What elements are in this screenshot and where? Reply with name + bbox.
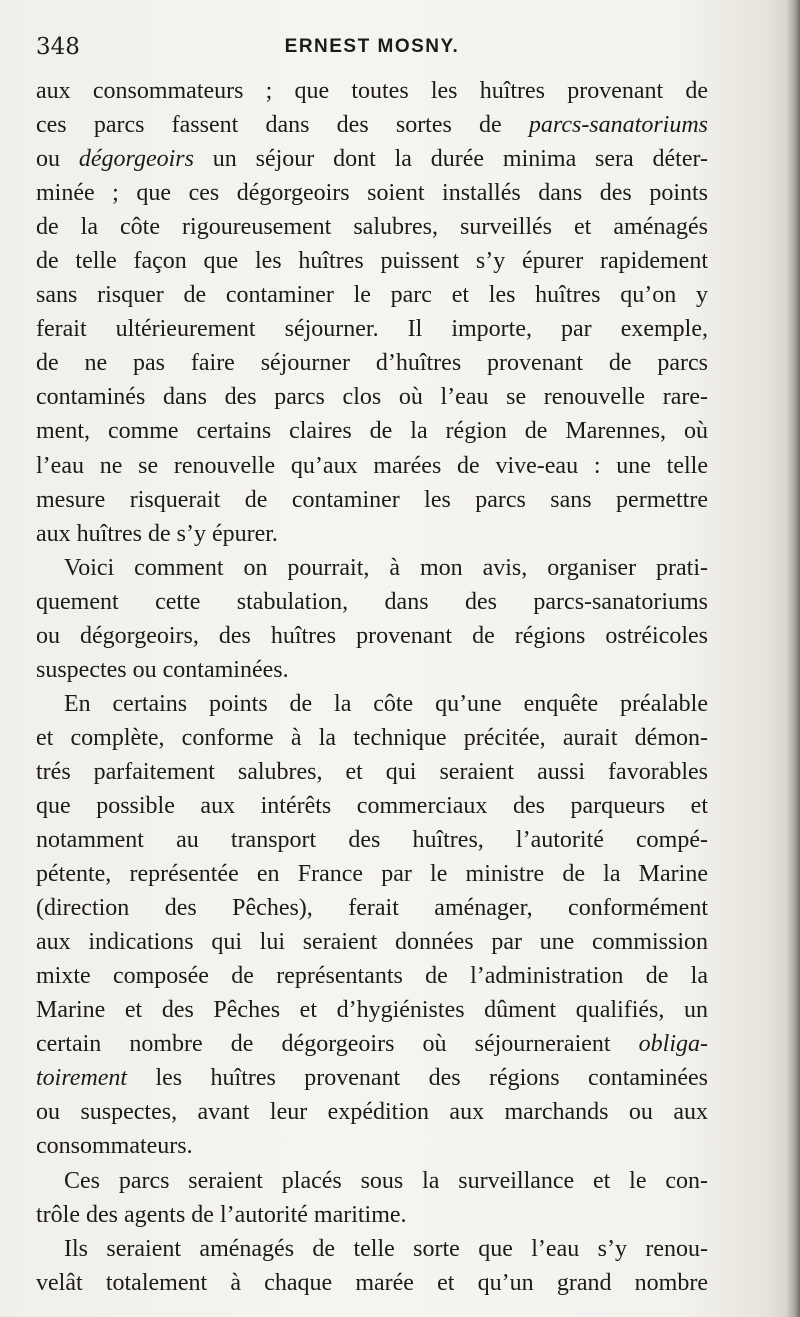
text-line: mesure risquerait de contaminer les parcs sans permettre xyxy=(36,486,708,513)
text-run: certain nombre de dégorgeoirs où séjourneraient xyxy=(36,1031,639,1058)
text-line: pétente, représentée en France par le ministre de la Marine xyxy=(36,861,708,888)
text-line: Marine et des Pêches et d’hygiénistes dûment qualifiés, un xyxy=(36,997,708,1024)
text-line: Voici comment on pourrait, à mon avis, organiser prati- xyxy=(64,554,708,581)
text-line xyxy=(36,1027,708,1061)
text-line: En certains points de la côte qu’une enquête préalable xyxy=(64,690,708,717)
text-line: quement cette stabulation, dans des parcs-sanatoriums xyxy=(36,588,708,615)
text-line: trés parfaitement salubres, et qui seraient aussi favorables xyxy=(36,758,708,785)
text-line: ou suspectes, avant leur expédition aux marchands ou aux xyxy=(36,1099,708,1126)
page-number: 348 xyxy=(36,34,80,60)
text-line: trôle des agents de l’autorité maritime. xyxy=(36,1201,407,1228)
text-line: mixte composée de représentants de l’administration de la xyxy=(36,963,708,990)
italic-term: parcs-sanatoriums xyxy=(528,112,708,139)
text-line: velât totalement à chaque marée et qu’un grand nombre xyxy=(36,1269,708,1296)
text-line: de la côte rigoureusement salubres, surveillés et aménagés xyxy=(36,214,708,241)
text-line xyxy=(36,108,708,142)
text-run: ces parcs fassent dans des sortes de xyxy=(36,112,529,139)
text-line: et complète, conforme à la technique précitée, aurait démon- xyxy=(36,724,708,751)
text-line: l’eau ne se renouvelle qu’aux marées de vive-eau : une telle xyxy=(36,452,708,479)
text-line: ferait ultérieurement séjourner. Il importe, par exemple, xyxy=(36,316,708,343)
italic-term: toirement xyxy=(36,1065,128,1092)
running-header xyxy=(36,34,708,66)
text-line: aux consommateurs ; que toutes les huîtres provenant de xyxy=(36,78,708,104)
text-line: de telle façon que les huîtres puissent s’y épurer rapidement xyxy=(36,248,708,275)
text-line: ou dégorgeoirs, des huîtres provenant de régions ostréicoles xyxy=(36,622,708,649)
text-line: sans risquer de contaminer le parc et les huîtres qu’on y xyxy=(36,282,708,309)
italic-term: dégorgeoirs xyxy=(78,146,194,173)
text-line: notamment au transport des huîtres, l’autorité compé- xyxy=(36,827,708,854)
page-spine-shadow xyxy=(786,0,800,1317)
text-line: ment, comme certains claires de la région de Marennes, où xyxy=(36,418,708,445)
text-line: minée ; que ces dégorgeoirs soient installés dans des points xyxy=(36,180,708,207)
text-line: suspectes ou contaminées. xyxy=(36,656,289,683)
running-title: ERNEST MOSNY. xyxy=(284,36,460,57)
text-line: Ces parcs seraient placés sous la surveillance et le con- xyxy=(64,1167,708,1194)
text-line xyxy=(36,1061,708,1095)
text-line: que possible aux intérêts commerciaux des parqueurs et xyxy=(36,792,708,819)
text-run: un séjour dont la durée minima sera déter- xyxy=(193,146,709,173)
text-line: contaminés dans des parcs clos où l’eau se renouvelle rare- xyxy=(36,384,708,411)
text-run: les huîtres provenant des régions contaminées xyxy=(127,1065,708,1092)
text-run: ou xyxy=(36,146,79,173)
body-text xyxy=(36,74,708,1300)
text-line: aux huîtres de s’y épurer. xyxy=(36,520,278,547)
text-line: de ne pas faire séjourner d’huîtres provenant de parcs xyxy=(36,350,708,377)
text-line: Ils seraient aménagés de telle sorte que l’eau s’y renou- xyxy=(64,1235,708,1262)
text-line: aux indications qui lui seraient données par une commission xyxy=(36,929,708,956)
italic-term: obliga- xyxy=(638,1031,708,1058)
text-line xyxy=(36,142,708,176)
text-line: (direction des Pêches), ferait aménager, conformément xyxy=(36,895,708,922)
text-line: consommateurs. xyxy=(36,1133,193,1160)
